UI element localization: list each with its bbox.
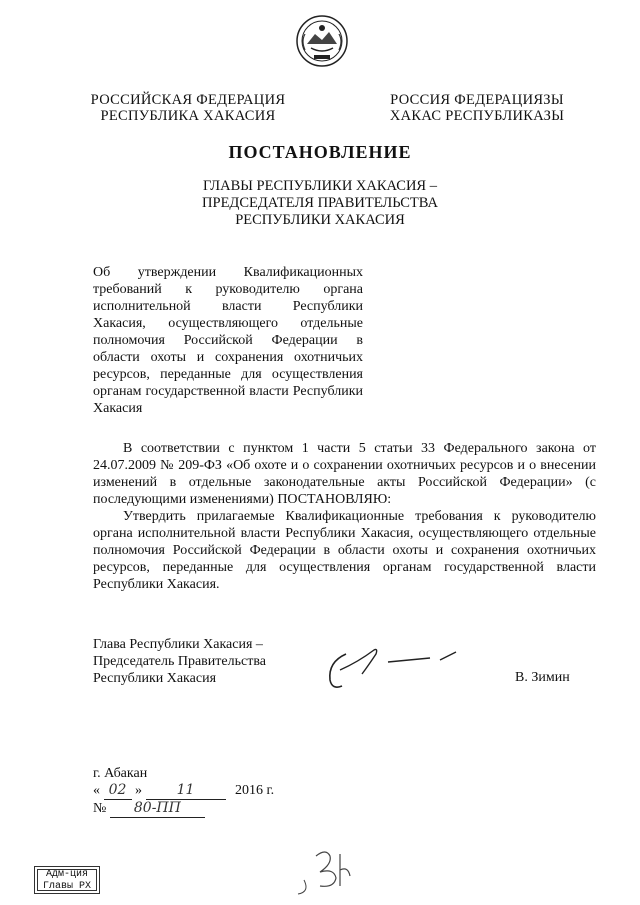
subtitle-line-1: ГЛАВЫ РЕСПУБЛИКИ ХАКАСИЯ –	[203, 178, 437, 194]
document-body	[93, 440, 596, 593]
document-subtitle	[0, 178, 640, 229]
header-right-line-1: РОССИЯ ФЕДЕРАЦИЯЗЫ	[390, 92, 564, 108]
date-close-quote: »	[135, 783, 142, 798]
number-value: 80-ПП	[110, 800, 205, 818]
body-paragraph-1: В соответствии с пунктом 1 части 5 статьи 33 Федерального закона от 24.07.2009 № 209-ФЗ «Об охоте и о сохранении охотничьих ресурсов и о внесении изменений в отдельные законодательные акты Российской Федерации» (с последующими изменениями) ПОСТАНОВЛЯЮ:	[93, 441, 596, 507]
subtitle-line-3: РЕСПУБЛИКИ ХАКАСИЯ	[235, 212, 405, 228]
stamp-line-2: Главы РХ	[42, 881, 91, 892]
signatory-name: В. Зимин	[515, 670, 570, 685]
city: г. Абакан	[93, 766, 148, 781]
body-paragraph-2: Утвердить прилагаемые Квалификационные требования к руководителю органа исполнительной власти Республики Хакасия, осуществляющего отдельные полномочия Российской Федерации в области охоты и сохранения охотничьих ресурсов, переданные для осуществления органам государственной власти Республики Хакасия.	[93, 509, 596, 592]
subtitle-line-2: ПРЕДСЕДАТЕЛЯ ПРАВИТЕЛЬСТВА	[202, 195, 438, 211]
stamp-line-1: Адм-ция	[45, 869, 88, 880]
document-subject: Об утверждении Квалификационных требований к руководителю органа исполнительной власти Республики Хакасия, осуществляющего отдельные полномочия Российской Федерации в области охоты и сохранения охотничьих ресурсов, переданные для осуществления органам государственной власти Республики Хакасия	[93, 265, 363, 416]
header-russian	[78, 92, 298, 124]
document-title: ПОСТАНОВЛЕНИЕ	[228, 142, 412, 162]
date-year: 2016 г.	[235, 783, 275, 798]
header-left-line-1: РОССИЙСКАЯ ФЕДЕРАЦИЯ	[90, 92, 286, 108]
registration-stamp	[34, 866, 100, 894]
place-and-date	[93, 765, 274, 818]
date-line	[93, 782, 274, 800]
number-label: №	[93, 801, 107, 816]
header-left-line-2: РЕСПУБЛИКА ХАКАСИЯ	[100, 108, 276, 124]
date-day: 02	[104, 782, 132, 800]
header-right-line-2: ХАКАС РЕСПУБЛИКАЗЫ	[389, 108, 565, 124]
date-month: 11	[146, 782, 226, 800]
date-open-quote: «	[93, 783, 100, 798]
handwritten-signature	[318, 640, 468, 695]
signatory-line-1: Глава Республики Хакасия –	[93, 637, 263, 652]
signatory-position	[93, 636, 323, 687]
coat-of-arms-emblem	[295, 14, 349, 68]
number-line	[93, 800, 274, 818]
header-khakas	[362, 92, 592, 124]
signatory-line-3: Республики Хакасия	[93, 671, 217, 686]
signatory-line-2: Председатель Правительства	[93, 654, 266, 669]
registration-initials	[290, 842, 360, 898]
